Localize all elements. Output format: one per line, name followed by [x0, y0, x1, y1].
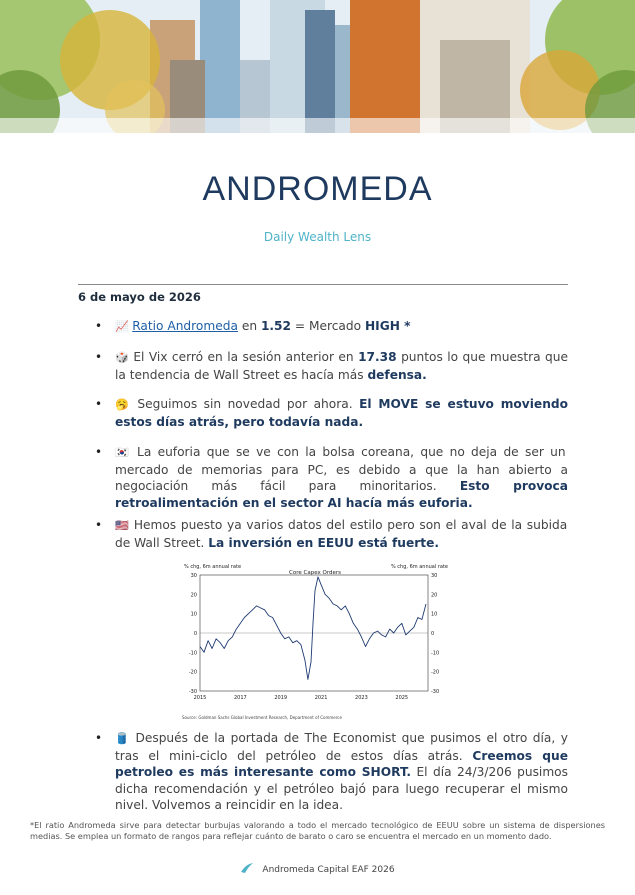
y-tick-label-right: 20: [431, 592, 438, 599]
bold-text: defensa.: [367, 367, 427, 382]
bullet-dot: •: [95, 397, 103, 411]
bullet-dot: •: [95, 319, 103, 333]
x-tick-label: 2025: [395, 695, 409, 701]
chart-ylabel-left: % chg, 6m annual rate: [184, 564, 242, 570]
usa-flag-icon: 🇺🇸: [115, 519, 134, 532]
body-text: = Mercado: [291, 319, 365, 333]
y-tick-label-right: -20: [431, 669, 440, 676]
y-tick-label-right: 0: [431, 631, 435, 637]
page-title: ANDROMEDA: [202, 170, 433, 208]
footnote: *El ratio Andromeda sirve para detectar burbujas valorando a todo el mercado tecnológico de EEUU sobre un sistema de dispersiones medias. Se emplea un formato de rangos para reflejar cuánto de barato o caro se encuentra el mercado en un momento dado.: [30, 820, 605, 841]
list-item: [95, 396, 568, 438]
yawn-face-icon: 🥱: [115, 398, 138, 411]
bullet-list-continued: [95, 730, 568, 814]
oil-barrel-icon: 🛢️: [115, 732, 136, 745]
chart-up-icon: 📈: [115, 320, 133, 333]
core-capex-chart: [180, 555, 453, 725]
bold-text: Esto provoca retroalimentación en el sector AI hacía más euforia.: [115, 479, 568, 510]
city-skyline-illustration: [0, 0, 635, 133]
bullet-dot: •: [95, 350, 103, 364]
chart-source: Source: Goldman Sachs Global Investment Research, Department of Commerce: [182, 715, 342, 720]
y-tick-label-right: 10: [431, 611, 438, 618]
body-text: Después de la portada de The Economist que pusimos el otro día, y tras el mini-ciclo del petróleo de estos días atrás.: [115, 731, 568, 763]
body-text: puntos lo que muestra que la tendencia de Wall Street es hacía más: [115, 350, 569, 382]
y-tick-label-right: -10: [431, 650, 440, 657]
y-tick-label-left: -30: [188, 689, 197, 695]
body-text: Hemos puesto ya varios datos del estilo pero son el aval de la subida de Wall Street.: [115, 518, 568, 550]
y-tick-label-left: 0: [193, 631, 197, 637]
andromeda-logo-icon: [240, 862, 254, 877]
y-tick-label-right: 30: [431, 573, 438, 579]
header-banner-image: [0, 0, 635, 133]
bold-text: 17.38: [358, 350, 397, 364]
korea-flag-icon: 🇰🇷: [115, 446, 138, 459]
body-text: El Vix cerró en la sesión anterior en: [133, 350, 359, 364]
report-date: 6 de mayo de 2026: [78, 290, 201, 304]
body-text: El día 24/3/206 pusimos dicha recomendación y el petróleo bajó para luego recuperar el mismo nivel. Volvemos a reincidir en la idea.: [115, 765, 568, 812]
bold-text: HIGH *: [364, 319, 411, 333]
bold-text: 1.52: [260, 319, 292, 333]
body-text: La euforia que se ve con la bolsa coreana, que no deja de ser un mercado de memorias para PC, es debido a que la han abierto a negociación más fácil para minoritarios.: [115, 445, 568, 493]
x-tick-label: 2015: [193, 695, 207, 701]
chart-title: Core Capex Orders: [289, 570, 341, 576]
x-tick-label: 2023: [355, 695, 368, 701]
list-item: [95, 730, 568, 814]
y-tick-label-right: -30: [431, 689, 440, 695]
ratio-andromeda-link[interactable]: Ratio Andromeda: [132, 319, 238, 333]
list-item: [95, 318, 568, 344]
list-item: [95, 444, 568, 510]
series-line: [200, 577, 426, 680]
page-subtitle: Daily Wealth Lens: [263, 230, 372, 244]
bullet-dot: •: [95, 518, 103, 532]
y-tick-label-left: 10: [190, 611, 197, 618]
chart-svg: [180, 555, 453, 725]
y-tick-label-left: 30: [190, 573, 197, 579]
y-tick-label-left: -10: [188, 650, 197, 657]
divider: [78, 284, 568, 285]
y-tick-label-left: 20: [190, 592, 197, 599]
x-tick-label: 2017: [233, 695, 247, 701]
bullet-dot: •: [95, 731, 103, 745]
bold-text: El MOVE se estuvo moviendo estos días atrás, pero todavía nada.: [115, 397, 568, 429]
body-text: en: [237, 319, 261, 333]
footer-brand-text: Andromeda Capital EAF 2026: [262, 865, 395, 875]
list-item: [95, 349, 568, 391]
bullet-dot: •: [95, 445, 103, 459]
bold-text: La inversión en EEUU está fuerte.: [208, 535, 439, 550]
body-text: Seguimos sin novedad por ahora.: [137, 397, 360, 411]
x-tick-label: 2019: [274, 695, 288, 701]
bold-text: Creemos que petroleo es más interesante como SHORT.: [115, 748, 568, 779]
dice-icon: 🎲: [115, 351, 134, 364]
bullet-list: [95, 318, 569, 550]
footer-brand: [0, 862, 635, 877]
chart-ylabel-right: % chg, 6m annual rate: [390, 564, 448, 570]
y-tick-label-left: -20: [188, 669, 197, 676]
list-item: [95, 517, 568, 550]
x-tick-label: 2021: [314, 695, 328, 701]
